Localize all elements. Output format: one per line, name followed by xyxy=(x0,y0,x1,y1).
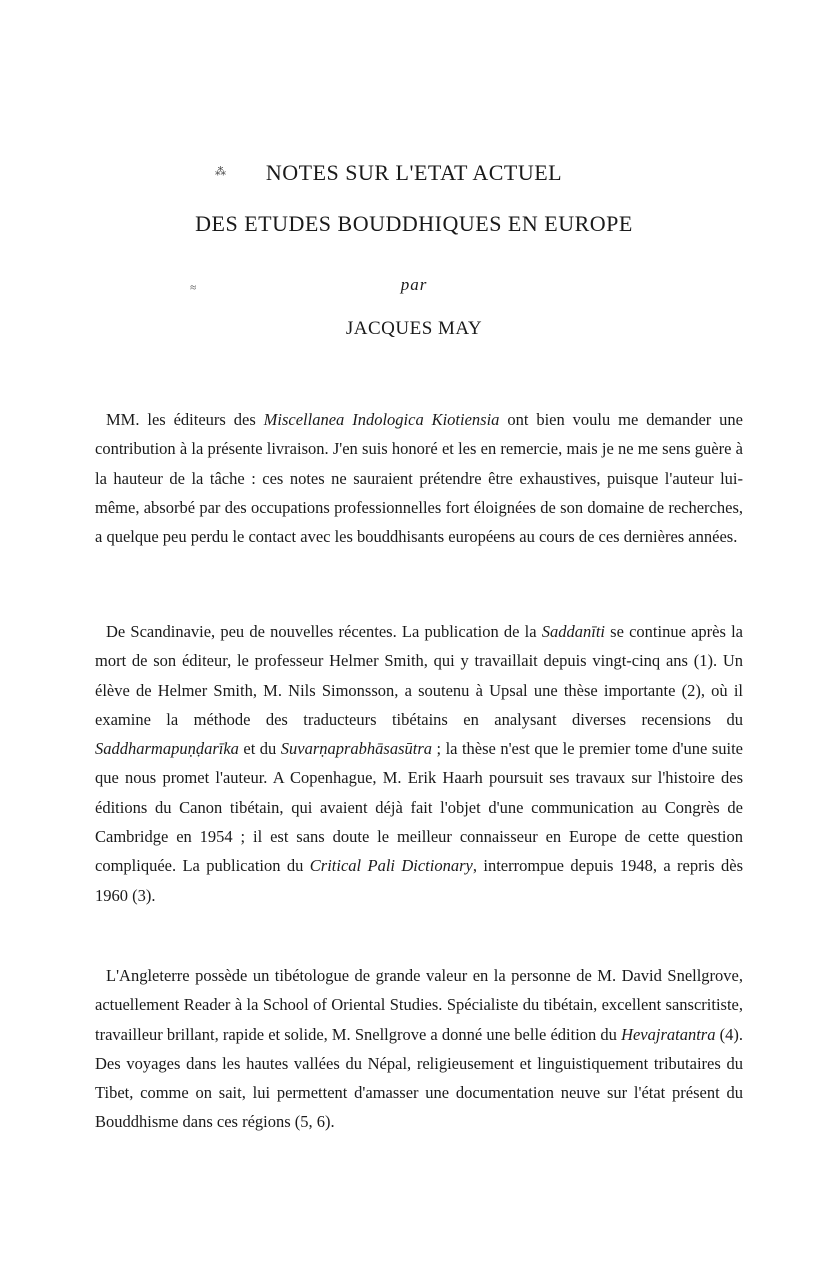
text-segment: et du xyxy=(238,739,281,759)
text-segment: L'Angleterre possède un tibétologue de grande valeur en la personne de M. David Snellgrove, actuellement Reader à la School of Oriental Studies. Spécialiste du tibétain, excellent sanscritiste, travailleur brillant, rapide et solide, M. Snellgrove a donné une belle édition du xyxy=(95,966,743,1044)
italic-title: Miscellanea Indologica Kiotiensia xyxy=(263,410,500,429)
title-line-1: NOTES SUR L'ETAT ACTUEL xyxy=(265,160,563,185)
ink-smudge-icon: ≈ xyxy=(190,282,197,294)
paragraph-2 xyxy=(95,617,743,910)
title-line-2: DES ETUDES BOUDDHIQUES EN EUROPE xyxy=(195,211,633,236)
text-segment: De Scandinavie, peu de nouvelles récentes. La publication de la xyxy=(106,622,542,641)
text-segment: ont bien voulu me demander une contribution à la présente livraison. J'en suis honoré et les en remercie, mais je ne me sens guère à la hauteur de la tâche : ces notes ne sauraient prétendre être exhaustives, puisque l'auteur lui-même, absorbé par des occupations professionnelles fort éloignées de son domaine de recherches, a quelque peu perdu le contact avec les bouddhisants européens au cours de ces dernières années. xyxy=(95,410,743,547)
italic-title: Saddharmapuṇḍarīka xyxy=(95,739,239,759)
italic-title: Critical Pali Dictionary xyxy=(309,856,473,876)
text-segment: ; la thèse n'est que le premier tome d'une suite que nous promet l'auteur. A Copenhague, M. Erik Haarh poursuit ses travaux sur l'histoire des éditions du Canon tibétain, qui avaient déjà fait l'objet d'une communication au Congrès de Cambridge en 1954 ; il est sans doute le meilleur connaisseur en Europe de cette question compliquée. La publication du xyxy=(95,739,743,876)
italic-title: Suvarṇaprabhāsasūtra xyxy=(280,739,433,759)
italic-title: Hevajratantra xyxy=(621,1024,716,1044)
paragraph-3 xyxy=(95,961,743,1137)
author-name: JACQUES MAY xyxy=(345,318,483,339)
byline-par: par xyxy=(400,275,428,294)
paragraph-1 xyxy=(95,405,743,551)
text-segment: se continue après la mort de son éditeur, le professeur Helmer Smith, qui y travaillait depuis vingt-cinq ans (1). Un élève de Helmer Smith, M. Nils Simonsson, a soutenu à Upsal une thèse importante (2), où il examine la méthode des traducteurs tibétains en analysant diverses recensions du xyxy=(95,622,743,729)
italic-title: Saddanīti xyxy=(541,622,605,641)
ink-smudge-icon: ⁂ xyxy=(215,166,226,178)
text-segment: MM. les éditeurs des xyxy=(106,410,264,429)
text-segment: , interrompue depuis 1948, a repris dès 1960 (3). xyxy=(95,856,744,905)
text-segment: (4). Des voyages dans les hautes vallées du Népal, religieusement et linguistiquement tributaires du Tibet, comme on sait, lui permettent d'amasser une documentation neuve sur l'état présent du Bouddhisme dans ces régions (5, 6). xyxy=(95,1024,743,1132)
